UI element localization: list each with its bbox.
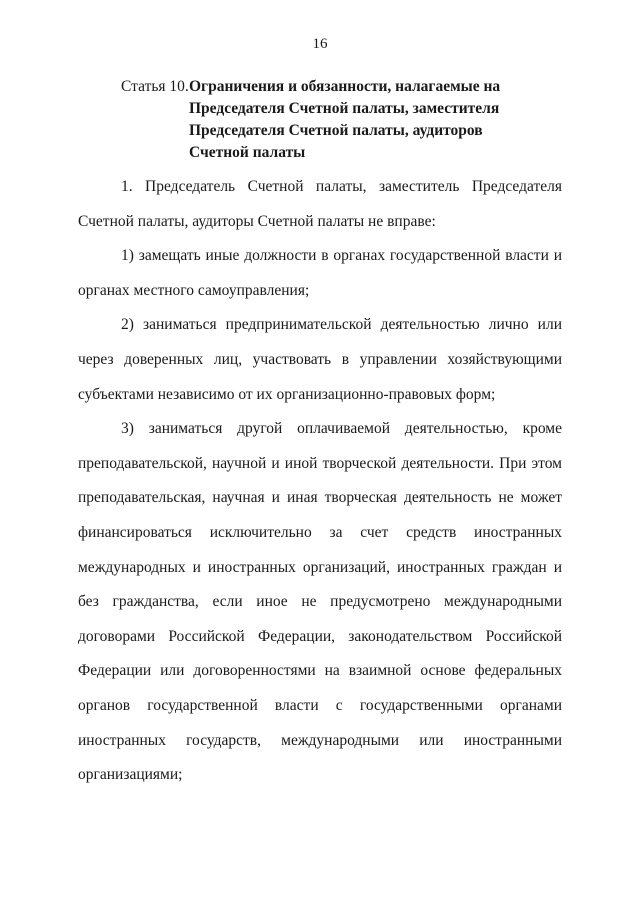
article-body: [78, 170, 562, 793]
paragraph-item-1: [78, 239, 562, 308]
text-line: 2) заниматься предпринимательской деятельностью лично или: [121, 316, 562, 334]
text-line: организациями;: [78, 766, 183, 784]
page-number: 16: [312, 36, 328, 52]
text-line: Счетной палаты, аудиторы Счетной палаты не вправе:: [78, 212, 436, 230]
text-line: международных и иностранных организаций, иностранных граждан и: [78, 558, 562, 576]
article-title-line: Председателя Счетной палаты, заместителя: [189, 100, 500, 117]
text-line: 3) заниматься другой оплачиваемой деятельностью, кроме: [121, 420, 562, 438]
article-heading: [121, 76, 541, 164]
text-line: органах местного самоуправления;: [78, 281, 310, 299]
text-line: субъектами независимо от их организационно-правовых форм;: [78, 385, 496, 403]
article-title-line: Председателя Счетной палаты, аудиторов: [189, 122, 483, 139]
text-line: Федерации или договоренностями на взаимной основе федеральных: [78, 662, 562, 680]
text-line: преподавательской, научной и иной творческой деятельности. При этом: [78, 454, 562, 472]
paragraph-item-2: [78, 308, 562, 412]
article-label: Статья 10.: [121, 78, 189, 95]
text-line: финансироваться исключительно за счет средств иностранных: [78, 523, 562, 541]
article-title: [189, 76, 529, 164]
text-line: органов государственной власти с государственными органами: [78, 696, 562, 714]
text-line: через доверенных лиц, участвовать в управлении хозяйствующими: [78, 350, 562, 368]
paragraph-item-3: [78, 412, 562, 793]
paragraph-1: [78, 170, 562, 239]
text-line: преподавательская, научная и иная творческая деятельность не может: [78, 489, 562, 507]
text-line: договорами Российской Федерации, законодательством Российской: [78, 627, 562, 645]
article-title-line: Счетной палаты: [189, 144, 306, 161]
article-title-line: Ограничения и обязанности, налагаемые на: [189, 78, 501, 95]
text-line: без гражданства, если иное не предусмотрено международными: [78, 593, 562, 611]
text-line: 1. Председатель Счетной палаты, заместитель Председателя: [121, 178, 562, 195]
text-line: 1) замещать иные должности в органах государственной власти и: [121, 247, 562, 265]
text-line: иностранных государств, международными или иностранными: [78, 731, 562, 749]
